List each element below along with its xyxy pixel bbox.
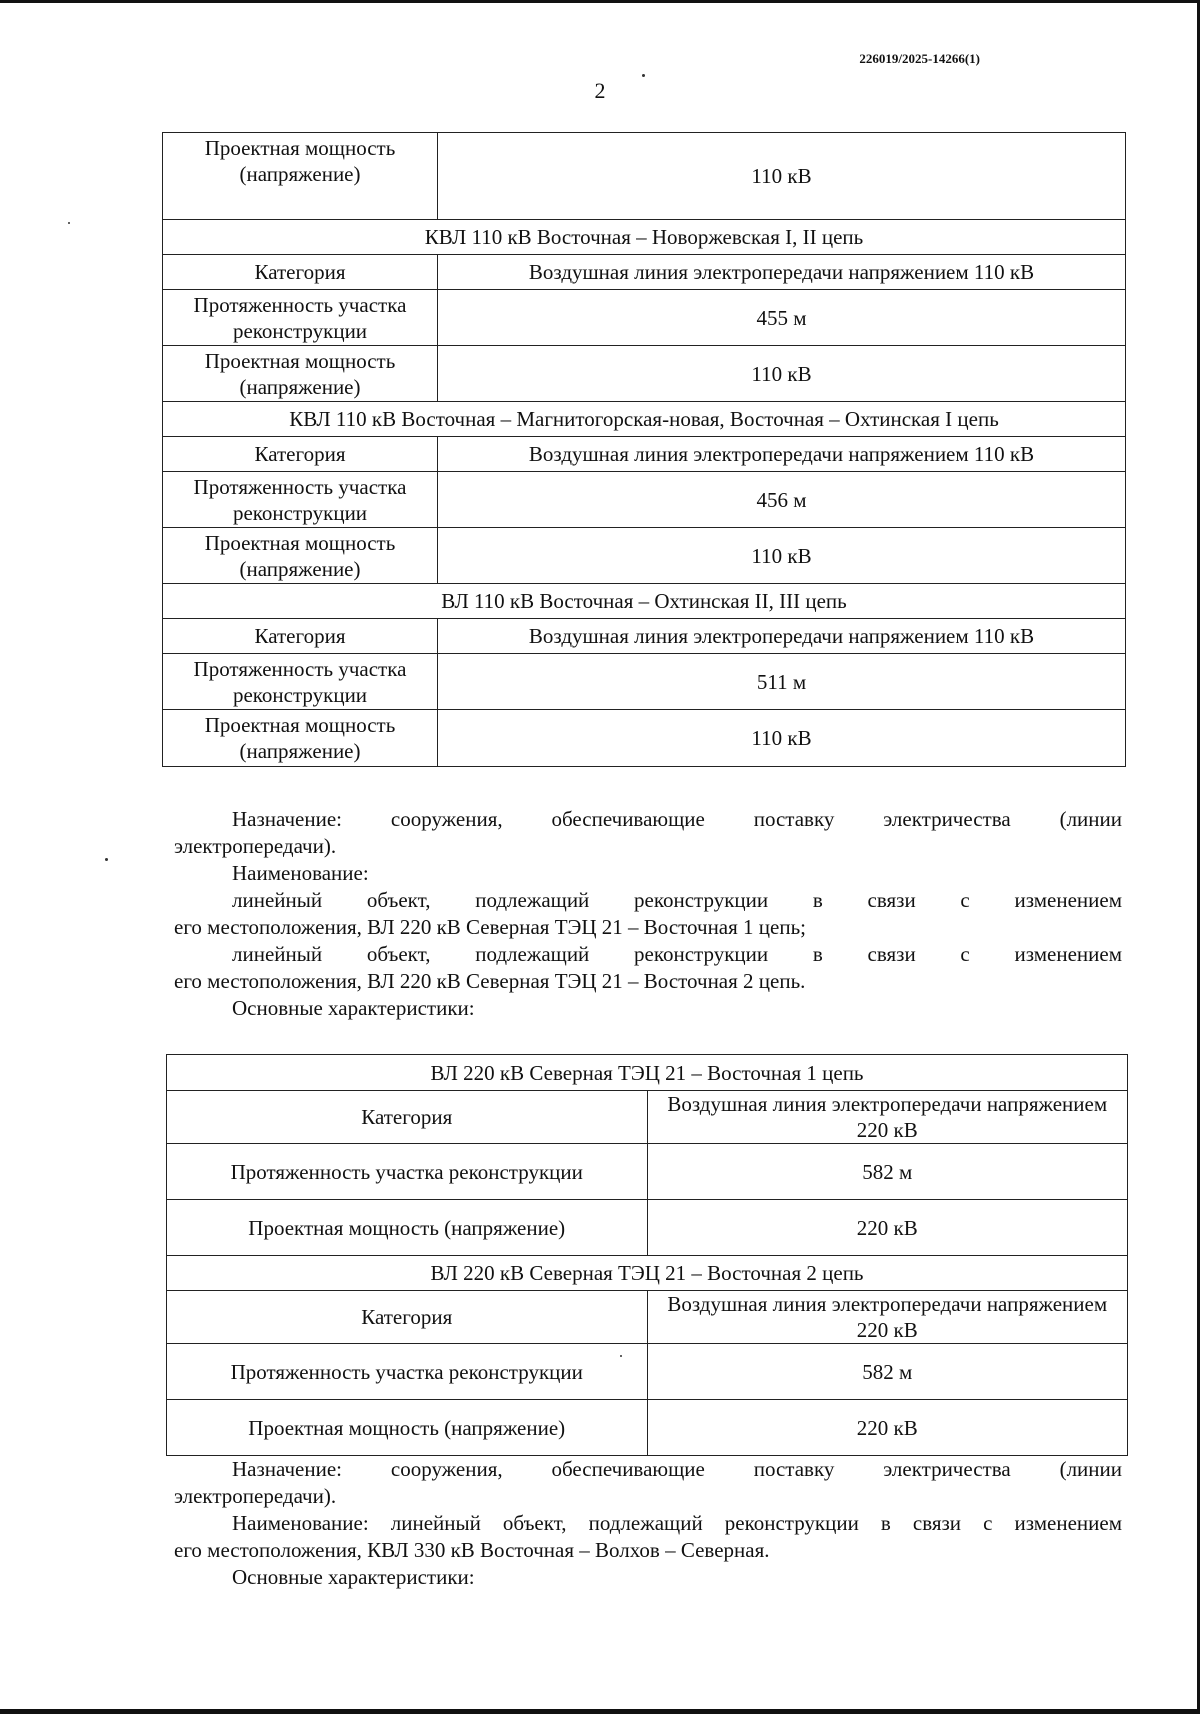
document-number: 226019/2025-14266(1) bbox=[859, 51, 980, 66]
table-row bbox=[167, 1091, 1128, 1144]
table-cell-label: Проектная мощность (напряжение) bbox=[163, 346, 438, 402]
name-item-line: его местоположения, ВЛ 220 кВ Северная ТЭЦ 21 – Восточная 2 цепь. bbox=[174, 969, 806, 993]
table-row bbox=[163, 472, 1126, 528]
purpose-text-block-2 bbox=[174, 1456, 1122, 1591]
page-border-top bbox=[0, 0, 1200, 3]
name-item-line: линейный объект, подлежащий реконструкции в связи с изменением bbox=[232, 942, 1122, 966]
name-label: Наименование: bbox=[232, 861, 369, 885]
table-cell-label: Категория bbox=[163, 619, 438, 654]
name-item-line: линейный объект, подлежащий реконструкции в связи с изменением bbox=[232, 888, 1122, 912]
table-cell-value: 110 кВ bbox=[438, 133, 1126, 220]
section-title-row bbox=[163, 402, 1126, 437]
table-row bbox=[163, 528, 1126, 584]
table-row bbox=[163, 619, 1126, 654]
table-cell-label: Протяженность участка реконструкции bbox=[163, 472, 438, 528]
page-number: 2 bbox=[594, 78, 606, 103]
table-cell-value: 455 м bbox=[438, 290, 1126, 346]
section-title: ВЛ 110 кВ Восточная – Охтинская II, III цепь bbox=[163, 584, 1126, 619]
table-cell-label: Протяженность участка реконструкции bbox=[167, 1344, 648, 1400]
table-cell-value: 582 м bbox=[647, 1344, 1128, 1400]
table-cell-value: 110 кВ bbox=[438, 528, 1126, 584]
scan-speck bbox=[642, 74, 645, 77]
section-title: ВЛ 220 кВ Северная ТЭЦ 21 – Восточная 1 цепь bbox=[167, 1055, 1128, 1091]
table-cell-value: 220 кВ bbox=[647, 1400, 1128, 1456]
page-border-bottom bbox=[0, 1709, 1200, 1714]
table-row bbox=[163, 710, 1126, 767]
table-cell-value: Воздушная линия электропередачи напряжением 220 кВ bbox=[647, 1091, 1128, 1144]
table-cell-value: Воздушная линия электропередачи напряжением 110 кВ bbox=[438, 437, 1126, 472]
section-title-row bbox=[167, 1256, 1128, 1291]
table-row bbox=[163, 133, 1126, 220]
table-cell-label: Проектная мощность (напряжение) bbox=[163, 133, 438, 220]
scan-speck bbox=[105, 858, 108, 861]
table-cell-label: Протяженность участка реконструкции bbox=[167, 1144, 648, 1200]
table-cell-label: Категория bbox=[167, 1291, 648, 1344]
table-row bbox=[163, 255, 1126, 290]
section-title: ВЛ 220 кВ Северная ТЭЦ 21 – Восточная 2 цепь bbox=[167, 1256, 1128, 1291]
table-cell-label: Категория bbox=[167, 1091, 648, 1144]
table-cell-label: Проектная мощность (напряжение) bbox=[167, 1200, 648, 1256]
table-cell-label: Проектная мощность (напряжение) bbox=[163, 710, 438, 767]
name-item-line: его местоположения, ВЛ 220 кВ Северная ТЭЦ 21 – Восточная 1 цепь; bbox=[174, 915, 806, 939]
table-cell-value: Воздушная линия электропередачи напряжением 110 кВ bbox=[438, 619, 1126, 654]
section-title-row bbox=[167, 1055, 1128, 1091]
purpose-text-block-1 bbox=[174, 806, 1122, 1022]
table-row bbox=[163, 654, 1126, 710]
section-title: КВЛ 110 кВ Восточная – Магнитогорская-новая, Восточная – Охтинская I цепь bbox=[163, 402, 1126, 437]
table-row bbox=[167, 1291, 1128, 1344]
characteristics-label: Основные характеристики: bbox=[232, 996, 475, 1020]
table-row bbox=[163, 290, 1126, 346]
table-row bbox=[167, 1200, 1128, 1256]
purpose-line: Назначение: сооружения, обеспечивающие поставку электричества (линии bbox=[232, 1457, 1122, 1481]
characteristics-table-2 bbox=[166, 1054, 1128, 1456]
table-cell-value: 582 м bbox=[647, 1144, 1128, 1200]
section-title: КВЛ 110 кВ Восточная – Новоржевская I, II цепь bbox=[163, 220, 1126, 255]
table-cell-label: Протяженность участка реконструкции bbox=[163, 654, 438, 710]
table-cell-value: 511 м bbox=[438, 654, 1126, 710]
purpose-line: электропередачи). bbox=[174, 834, 337, 858]
table-cell-value: 110 кВ bbox=[438, 346, 1126, 402]
section-title-row bbox=[163, 584, 1126, 619]
table-cell-value: Воздушная линия электропередачи напряжением 110 кВ bbox=[438, 255, 1126, 290]
table-row bbox=[163, 346, 1126, 402]
table-cell-value: 110 кВ bbox=[438, 710, 1126, 767]
table-cell-value: 456 м bbox=[438, 472, 1126, 528]
section-title-row bbox=[163, 220, 1126, 255]
table-row bbox=[163, 437, 1126, 472]
table-cell-label: Проектная мощность (напряжение) bbox=[167, 1400, 648, 1456]
table-cell-label: Категория bbox=[163, 255, 438, 290]
purpose-line: электропередачи). bbox=[174, 1484, 337, 1508]
name-line: его местоположения, КВЛ 330 кВ Восточная – Волхов – Северная. bbox=[174, 1538, 770, 1562]
table-cell-value: Воздушная линия электропередачи напряжением 220 кВ bbox=[647, 1291, 1128, 1344]
characteristics-label: Основные характеристики: bbox=[232, 1565, 475, 1589]
characteristics-table-1 bbox=[162, 132, 1126, 767]
table-row bbox=[167, 1344, 1128, 1400]
table-cell-value: 220 кВ bbox=[647, 1200, 1128, 1256]
table-cell-label: Протяженность участка реконструкции bbox=[163, 290, 438, 346]
table-cell-label: Категория bbox=[163, 437, 438, 472]
table-row bbox=[167, 1400, 1128, 1456]
name-line: Наименование: линейный объект, подлежащий реконструкции в связи с изменением bbox=[232, 1511, 1122, 1535]
purpose-line: Назначение: сооружения, обеспечивающие поставку электричества (линии bbox=[232, 807, 1122, 831]
table-cell-label: Проектная мощность (напряжение) bbox=[163, 528, 438, 584]
table-row bbox=[167, 1144, 1128, 1200]
scan-speck bbox=[68, 222, 70, 224]
